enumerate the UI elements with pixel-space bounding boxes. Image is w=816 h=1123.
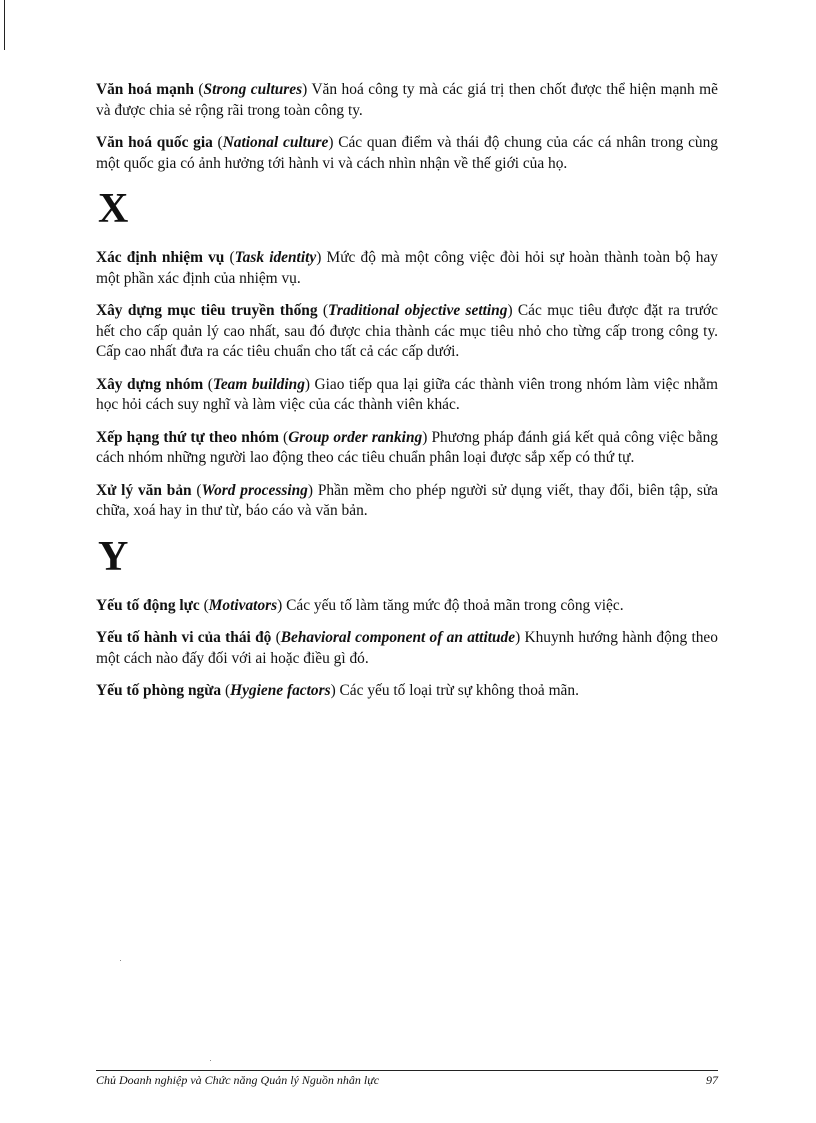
entry-english: Word processing [201, 481, 308, 499]
section-letter: X [98, 186, 129, 232]
entry-definition: Các mục tiêu được đặt ra trước hết cho cấp quản lý cao nhất, sau đó được chia thành các mục tiêu nhỏ cho từng cấp trong công ty. Cấp cao nhất đưa ra các tiêu chuẩn cho tất cả các cấp dưới. [96, 302, 718, 360]
glossary-entry: Văn hoá quốc gia (National culture) Các quan điểm và thái độ chung của các cá nhân trong cùng một quốc gia có ảnh hưởng tới hành vi và cách nhìn nhận về thế giới của họ. [96, 134, 718, 172]
glossary-entry: Xây dựng nhóm (Team building) Giao tiếp qua lại giữa các thành viên trong nhóm làm việc nhằm học hỏi cách suy nghĩ và làm việc của các thành viên khác. [96, 375, 718, 413]
entry-definition: Văn hoá công ty mà các giá trị then chốt được thể hiện mạnh mẽ và được chia sẻ rộng rãi trong toàn công ty. [96, 81, 718, 119]
entry-english: Strong cultures [203, 81, 303, 98]
glossary-entry: Yếu tố phòng ngừa (Hygiene factors) Các yếu tố loại trừ sự không thoả mãn. [96, 682, 579, 699]
entry-term: Xây dựng mục tiêu truyền thống [96, 302, 318, 319]
entry-definition: Giao tiếp qua lại giữa các thành viên trong nhóm làm việc nhằm học hỏi cách suy nghĩ và làm việc của các thành viên khác. [96, 375, 718, 413]
glossary-entry: Xây dựng mục tiêu truyền thống (Traditional objective setting) Các mục tiêu được đặt ra trước hết cho cấp quản lý cao nhất, sau đó được chia thành các mục tiêu nhỏ cho từng cấp trong công ty. Cấp cao nhất đưa ra các tiêu chuẩn cho tất cả các cấp dưới. [96, 302, 718, 360]
footer-title: Chủ Doanh nghiệp và Chức năng Quản lý Nguồn nhân lực [96, 1073, 380, 1087]
scan-speck [120, 960, 121, 961]
entry-definition: Các quan điểm và thái độ chung của các cá nhân trong cùng một quốc gia có ảnh hưởng tới hành vi và cách nhìn nhận về thế giới của họ. [96, 134, 718, 172]
entry-definition: Phần mềm cho phép người sử dụng viết, thay đổi, biên tập, sửa chữa, xoá hay in thư từ, báo cáo và văn bản. [96, 481, 718, 519]
entry-term: Xếp hạng thứ tự theo nhóm [96, 428, 279, 446]
glossary-section-x [96, 186, 718, 522]
glossary-entry: Xác định nhiệm vụ (Task identity) Mức độ mà một công việc đòi hỏi sự hoàn thành toàn bộ hay một phần xác định của nhiệm vụ. [96, 249, 718, 287]
glossary-entry: Yếu tố hành vi của thái độ (Behavioral component of an attitude) Khuynh hướng hành động theo một cách nào đấy đối với ai hoặc điều gì đó. [96, 629, 718, 667]
glossary-section-v [96, 80, 718, 174]
entry-term: Văn hoá mạnh [96, 81, 194, 98]
entry-definition: Mức độ mà một công việc đòi hỏi sự hoàn thành toàn bộ hay một phần xác định của nhiệm vụ. [96, 249, 718, 287]
entry-term: Xây dựng nhóm [96, 375, 204, 393]
entry-english: Group order ranking [288, 428, 423, 446]
entry-definition: Phương pháp đánh giá kết quả công việc bằng cách nhóm những người lao động theo các tiêu chuẩn phân loại được sắp xếp có thứ tự. [96, 428, 718, 466]
entry-term: Xác định nhiệm vụ [96, 249, 225, 266]
entry-english: Traditional objective setting [328, 302, 508, 319]
entry-english: Task identity [234, 249, 317, 266]
entry-english: Motivators [208, 596, 278, 614]
glossary-section-y [96, 534, 718, 702]
glossary-entry: Xếp hạng thứ tự theo nhóm (Group order ranking) Phương pháp đánh giá kết quả công việc bằng cách nhóm những người lao động theo các tiêu chuẩn phân loại được sắp xếp có thứ tự. [96, 428, 718, 466]
entry-term: Yếu tố phòng ngừa [96, 682, 222, 699]
entry-definition: Các yếu tố làm tăng mức độ thoả mãn trong công việc. [286, 596, 624, 614]
glossary-entry: Văn hoá mạnh (Strong cultures) Văn hoá công ty mà các giá trị then chốt được thể hiện mạnh mẽ và được chia sẻ rộng rãi trong toàn công ty. [96, 81, 718, 119]
entry-definition: Khuynh hướng hành động theo một cách nào đấy đối với ai hoặc điều gì đó. [96, 629, 718, 667]
entry-english: Behavioral component of an attitude [280, 629, 516, 646]
page-number: 97 [706, 1073, 718, 1087]
entry-term: Yếu tố hành vi của thái độ [96, 629, 272, 646]
entry-english: Hygiene factors [230, 682, 331, 699]
scan-speck [210, 1060, 211, 1061]
glossary-content [96, 80, 718, 714]
page-footer [96, 1070, 718, 1088]
entry-term: Văn hoá quốc gia [96, 134, 213, 151]
section-letter: Y [98, 533, 129, 580]
glossary-entry: Xử lý văn bản (Word processing) Phần mềm cho phép người sử dụng viết, thay đổi, biên tập, sửa chữa, xoá hay in thư từ, báo cáo và văn bản. [96, 481, 718, 519]
entry-term: Yếu tố động lực [96, 596, 200, 614]
entry-term: Xử lý văn bản [96, 481, 192, 499]
scan-edge-mark [4, 0, 5, 50]
entry-english: Team building [212, 375, 305, 393]
entry-english: National culture [222, 134, 329, 151]
entry-definition: Các yếu tố loại trừ sự không thoả mãn. [339, 682, 579, 699]
glossary-entry: Yếu tố động lực (Motivators) Các yếu tố làm tăng mức độ thoả mãn trong công việc. [96, 596, 624, 614]
